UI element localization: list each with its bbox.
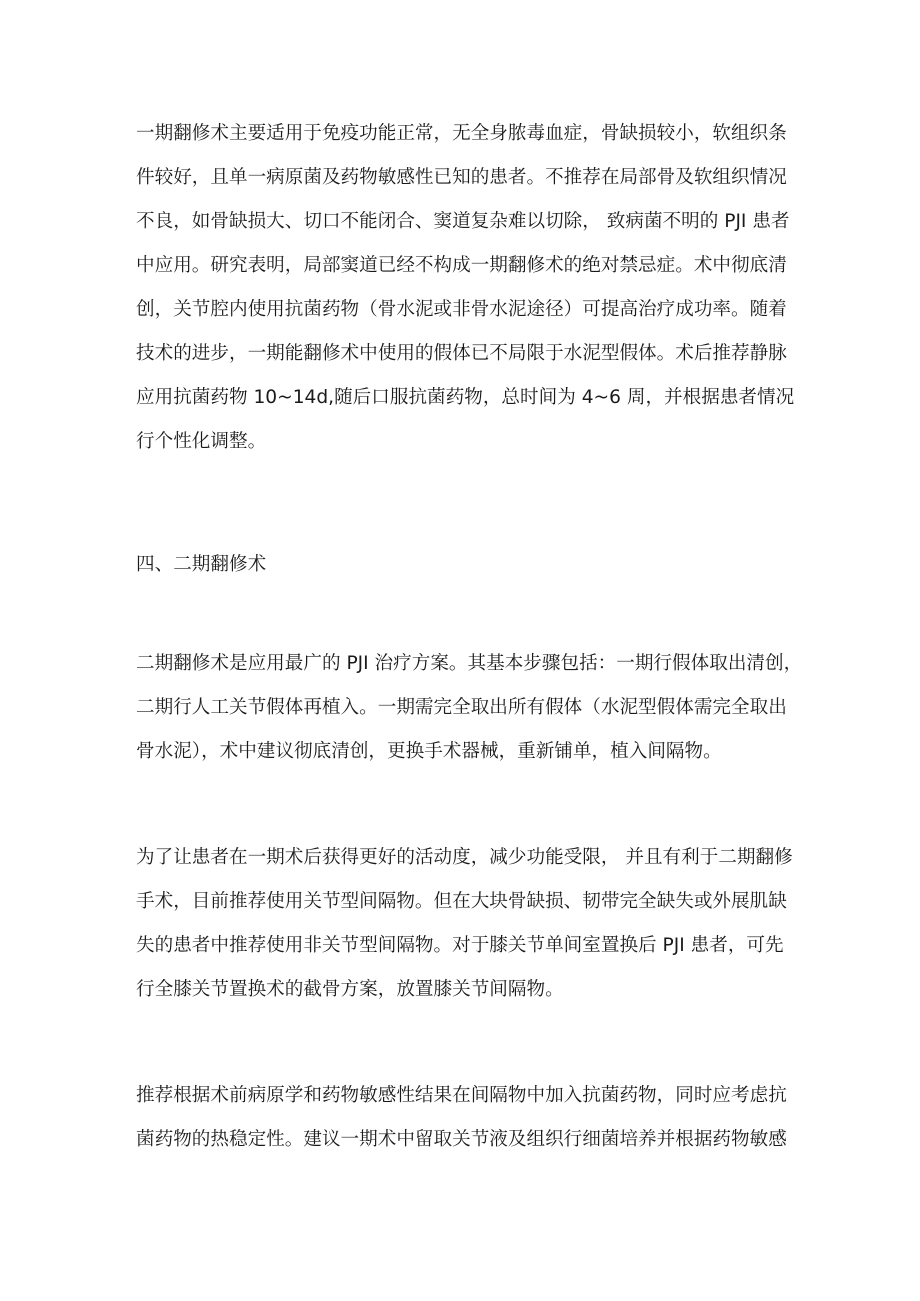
paragraph-4-line-2: 菌药物的热稳定性。建议一期术中留取关节液及组织行细菌培养并根据药物敏感 xyxy=(136,1129,787,1150)
paragraph-3-line-2: 手术，目前推荐使用关节型间隔物。但在大块骨缺损、韧带完全缺失或外展肌缺 xyxy=(136,891,787,912)
paragraph-1-line-4: 中应用。研究表明，局部窦道已经不构成一期翻修术的绝对禁忌症。术中彻底清 xyxy=(136,255,787,276)
paragraph-1-line-6: 技术的进步，一期能翻修术中使用的假体已不局限于水泥型假体。术后推荐静脉 xyxy=(136,343,787,364)
paragraph-4-line-1: 推荐根据术前病原学和药物敏感性结果在间隔物中加入抗菌药物，同时应考虑抗 xyxy=(136,1085,787,1106)
paragraph-1-line-1: 一期翻修术主要适用于免疫功能正常，无全身脓毒血症，骨缺损较小，软组织条 xyxy=(136,123,787,144)
paragraph-3-line-3: 失的患者中推荐使用非关节型间隔物。对于膝关节单间室置换后 PJI 患者，可先 xyxy=(136,935,784,956)
paragraph-1-line-7: 应用抗菌药物 10~14d,随后口服抗菌药物，总时间为 4~6 周，并根据患者情况 xyxy=(136,387,795,408)
paragraph-1-line-8: 行个性化调整。 xyxy=(136,431,267,452)
paragraph-1-line-2: 件较好，且单一病原菌及药物敏感性已知的患者。不推荐在局部骨及软组织情况 xyxy=(136,167,787,188)
paragraph-2-line-3: 骨水泥），术中建议彻底清创，更换手术器械，重新铺单，植入间隔物。 xyxy=(136,741,722,762)
paragraph-2-line-1: 二期翻修术是应用最广的 PJI 治疗方案。其基本步骤包括：一期行假体取出清创， xyxy=(136,653,803,674)
paragraph-3-line-4: 行全膝关节置换术的截骨方案，放置膝关节间隔物。 xyxy=(136,979,564,1000)
paragraph-1-line-3: 不良，如骨缺损大、切口不能闭合、窦道复杂难以切除， 致病菌不明的 PJI 患者 xyxy=(136,211,790,232)
paragraph-3-line-1: 为了让患者在一期术后获得更好的活动度，减少功能受限， 并且有利于二期翻修 xyxy=(136,847,793,868)
section-heading: 四、二期翻修术 xyxy=(136,554,267,575)
paragraph-1-line-5: 创，关节腔内使用抗菌药物（骨水泥或非骨水泥途径）可提高治疗成功率。随着 xyxy=(136,299,787,320)
paragraph-2-line-2: 二期行人工关节假体再植入。一期需完全取出所有假体（水泥型假体需完全取出 xyxy=(136,697,787,718)
